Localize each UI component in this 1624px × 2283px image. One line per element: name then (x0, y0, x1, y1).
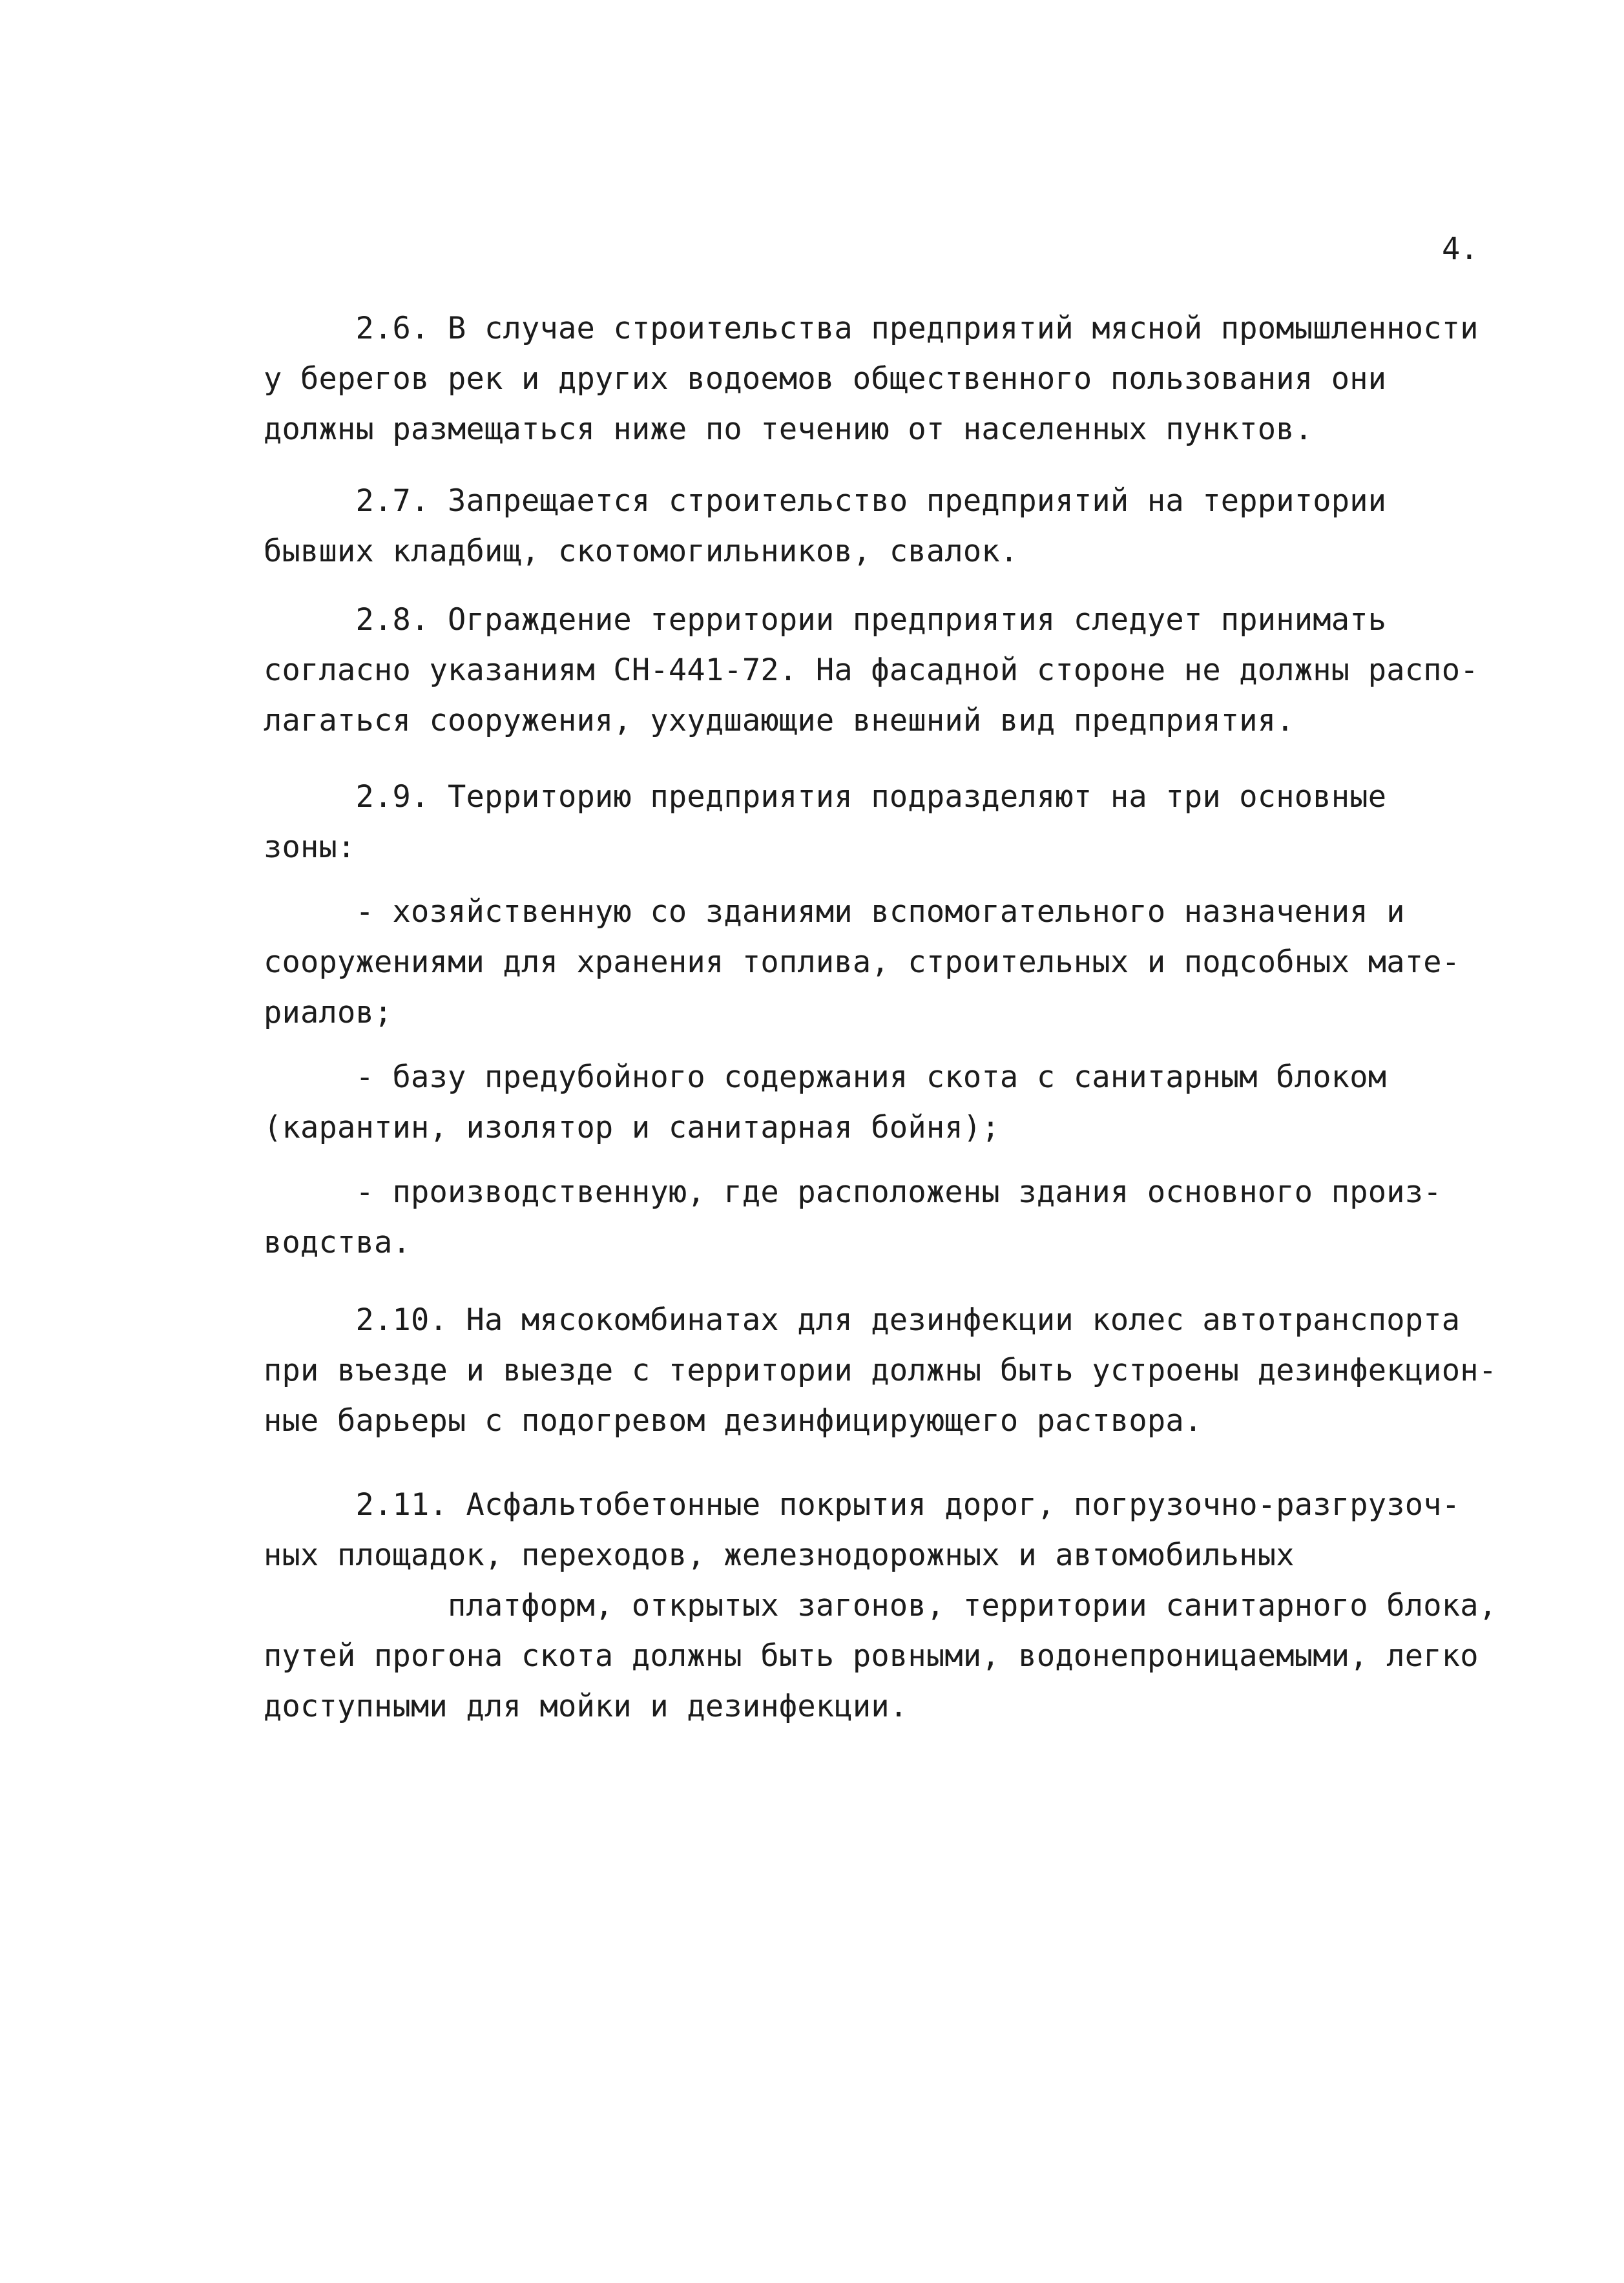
text-line: у берегов рек и других водоемов общественного пользования они (264, 361, 1387, 397)
paragraph-2-8 (264, 595, 1594, 746)
text-line: должны размещаться ниже по течению от населенных пунктов. (264, 412, 1313, 447)
text-line: путей прогона скота должны быть ровными, водонепроницаемыми, легко (264, 1638, 1479, 1674)
text-line: лагаться сооружения, ухудшающие внешний вид предприятия. (264, 703, 1295, 738)
text-line: 2.8. Ограждение территории предприятия следует принимать (264, 602, 1387, 638)
text-line: - базу предубойного содержания скота с санитарным блоком (264, 1059, 1387, 1095)
paragraph-2-7 (264, 476, 1594, 577)
text-line: - производственную, где расположены здания основного произ- (264, 1174, 1442, 1210)
paragraph-2-9 (264, 772, 1594, 873)
text-line: сооружениями для хранения топлива, строительных и подсобных мате- (264, 944, 1461, 980)
text-line: 2.9. Территорию предприятия подразделяют на три основные (264, 779, 1387, 815)
page-number: 4. (1442, 231, 1479, 267)
text-line: 2.10. На мясокомбинатах для дезинфекции колес автотранспорта (264, 1302, 1461, 1338)
list-item-zone-3 (264, 1167, 1594, 1268)
paragraph-2-10 (264, 1295, 1594, 1446)
text-line: доступными для мойки и дезинфекции. (264, 1689, 908, 1724)
text-line: риалов; (264, 995, 393, 1030)
text-line: - хозяйственную со зданиями вспомогательного назначения и (264, 894, 1405, 930)
paragraph-2-6 (264, 304, 1594, 455)
text-line: зоны: (264, 829, 356, 865)
text-line: платформ, открытых загонов, территории санитарного блока, (264, 1588, 1497, 1623)
text-line: (карантин, изолятор и санитарная бойня); (264, 1110, 1000, 1145)
text-line: при въезде и выезде с территории должны быть устроены дезинфекцион- (264, 1353, 1497, 1388)
text-line: 2.6. В случае строительства предприятий мясной промышленности (264, 311, 1479, 346)
text-line: 2.11. Асфальтобетонные покрытия дорог, погрузочно-разгрузоч- (264, 1487, 1461, 1523)
text-line: 2.7. Запрещается строительство предприятий на территории (264, 483, 1387, 519)
text-line: бывших кладбищ, скотомогильников, свалок. (264, 534, 1019, 569)
text-line: ных площадок, переходов, железнодорожных и автомобильных (264, 1538, 1295, 1573)
paragraph-2-11 (264, 1480, 1594, 1732)
text-line: водства. (264, 1225, 411, 1260)
document-body (264, 304, 1594, 1732)
text-line: согласно указаниям СН-441-72. На фасадной стороне не должны распо- (264, 652, 1479, 688)
text-line: ные барьеры с подогревом дезинфицирующего раствора. (264, 1403, 1203, 1439)
list-item-zone-1 (264, 887, 1594, 1038)
list-item-zone-2 (264, 1052, 1594, 1153)
